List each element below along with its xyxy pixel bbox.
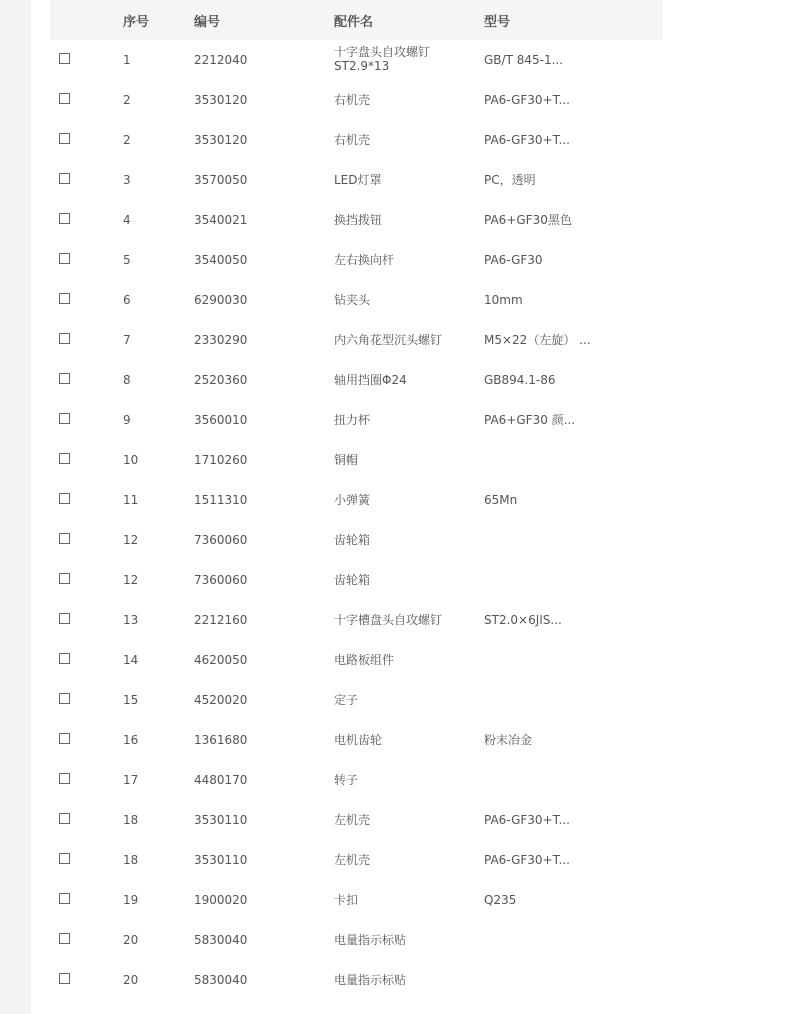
row-checkbox[interactable] — [59, 973, 70, 984]
table-row[interactable] — [50, 880, 663, 920]
cell-code: 3570050 — [194, 173, 248, 187]
cell-name: LED灯罩 — [334, 173, 382, 187]
cell-name: 右机壳 — [334, 93, 371, 107]
cell-name: 电机齿轮 — [334, 733, 383, 747]
row-checkbox[interactable] — [59, 453, 70, 464]
cell-model: PA6-GF30+T... — [484, 133, 570, 147]
table-row[interactable] — [50, 360, 663, 400]
table-row[interactable] — [50, 760, 663, 800]
cell-seq: 2 — [123, 133, 131, 147]
row-checkbox[interactable] — [59, 773, 70, 784]
table-row[interactable] — [50, 160, 663, 200]
cell-seq: 20 — [123, 973, 139, 987]
row-checkbox[interactable] — [59, 93, 70, 104]
cell-code: 7360060 — [194, 533, 248, 547]
cell-code: 2330290 — [194, 333, 248, 347]
row-checkbox[interactable] — [59, 733, 70, 744]
row-checkbox[interactable] — [59, 853, 70, 864]
table-row[interactable] — [50, 960, 663, 1000]
row-checkbox[interactable] — [59, 653, 70, 664]
table-body — [50, 40, 663, 1000]
header-seq: 序号 — [123, 15, 150, 30]
cell-seq: 10 — [123, 453, 139, 467]
cell-code: 2212160 — [194, 613, 248, 627]
table-row[interactable] — [50, 720, 663, 760]
cell-code: 3540021 — [194, 213, 248, 227]
row-checkbox[interactable] — [59, 173, 70, 184]
cell-model: PA6-GF30 — [484, 253, 543, 267]
cell-model: Q235 — [484, 893, 517, 907]
row-checkbox[interactable] — [59, 53, 70, 64]
table-row[interactable] — [50, 920, 663, 960]
parts-table — [50, 0, 663, 1000]
header-code: 编号 — [194, 15, 221, 30]
table-row[interactable] — [50, 600, 663, 640]
cell-name: 内六角花型沉头螺钉 — [334, 333, 443, 347]
cell-model: PA6+GF30黑色 — [484, 213, 572, 227]
cell-code: 4520020 — [194, 693, 248, 707]
header-model: 型号 — [484, 15, 511, 30]
row-checkbox[interactable] — [59, 373, 70, 384]
table-row[interactable] — [50, 200, 663, 240]
cell-code: 3560010 — [194, 413, 248, 427]
cell-seq: 5 — [123, 253, 131, 267]
row-checkbox[interactable] — [59, 613, 70, 624]
cell-code: 4620050 — [194, 653, 248, 667]
cell-code: 2520360 — [194, 373, 248, 387]
left-gutter — [0, 0, 31, 1014]
row-checkbox[interactable] — [59, 213, 70, 224]
cell-code: 3530120 — [194, 133, 248, 147]
cell-name: 十字盘头自攻螺钉ST2.9*13 — [334, 45, 431, 73]
cell-seq: 20 — [123, 933, 139, 947]
cell-seq: 9 — [123, 413, 131, 427]
cell-name: 左机壳 — [334, 853, 371, 867]
cell-code: 3530120 — [194, 93, 248, 107]
table-row[interactable] — [50, 240, 663, 280]
cell-name: 电量指示标贴 — [334, 933, 407, 947]
cell-seq: 8 — [123, 373, 131, 387]
cell-seq: 17 — [123, 773, 139, 787]
cell-name: 左右换向杆 — [334, 253, 395, 267]
cell-code: 2212040 — [194, 53, 248, 67]
cell-name: 齿轮箱 — [334, 573, 371, 587]
cell-code: 7360060 — [194, 573, 248, 587]
cell-name: 电量指示标贴 — [334, 973, 407, 987]
row-checkbox[interactable] — [59, 493, 70, 504]
row-checkbox[interactable] — [59, 133, 70, 144]
cell-name: 电路板组件 — [334, 653, 395, 667]
cell-seq: 4 — [123, 213, 131, 227]
cell-code: 3530110 — [194, 813, 248, 827]
cell-code: 5830040 — [194, 973, 248, 987]
row-checkbox[interactable] — [59, 573, 70, 584]
cell-name: 齿轮箱 — [334, 533, 371, 547]
cell-model: 65Mn — [484, 493, 518, 507]
cell-seq: 18 — [123, 813, 139, 827]
row-checkbox[interactable] — [59, 813, 70, 824]
table-row[interactable] — [50, 80, 663, 120]
row-checkbox[interactable] — [59, 413, 70, 424]
row-checkbox[interactable] — [59, 253, 70, 264]
cell-model: PA6-GF30+T... — [484, 93, 570, 107]
cell-seq: 3 — [123, 173, 131, 187]
cell-code: 5830040 — [194, 933, 248, 947]
cell-name: 定子 — [334, 693, 359, 707]
cell-name: 小弹簧 — [334, 493, 371, 507]
cell-name: 铜帽 — [334, 453, 359, 467]
table-row[interactable] — [50, 520, 663, 560]
cell-name: 换挡拨钮 — [334, 213, 383, 227]
cell-seq: 11 — [123, 493, 139, 507]
cell-code: 3540050 — [194, 253, 248, 267]
table-row[interactable] — [50, 40, 663, 80]
cell-code: 3530110 — [194, 853, 248, 867]
cell-code: 4480170 — [194, 773, 248, 787]
cell-name: 转子 — [334, 773, 359, 787]
cell-seq: 2 — [123, 93, 131, 107]
cell-seq: 13 — [123, 613, 139, 627]
cell-code: 1511310 — [194, 493, 248, 507]
cell-seq: 6 — [123, 293, 131, 307]
cell-seq: 14 — [123, 653, 139, 667]
cell-name: 扭力杯 — [334, 413, 371, 427]
cell-name: 轴用挡圈Φ24 — [334, 373, 407, 387]
cell-seq: 16 — [123, 733, 139, 747]
cell-model: ST2.0×6JIS... — [484, 613, 562, 627]
cell-name: 右机壳 — [334, 133, 371, 147]
table-row[interactable] — [50, 840, 663, 880]
cell-model: 10mm — [484, 293, 523, 307]
table-row[interactable] — [50, 280, 663, 320]
cell-seq: 19 — [123, 893, 139, 907]
row-checkbox[interactable] — [59, 893, 70, 904]
table-header — [50, 0, 663, 40]
cell-code: 1710260 — [194, 453, 248, 467]
cell-seq: 15 — [123, 693, 139, 707]
row-checkbox[interactable] — [59, 533, 70, 544]
cell-seq: 12 — [123, 573, 139, 587]
row-checkbox[interactable] — [59, 293, 70, 304]
cell-model: M5×22（左旋） ... — [484, 333, 591, 347]
table-row[interactable] — [50, 120, 663, 160]
cell-seq: 12 — [123, 533, 139, 547]
cell-name: 钻夹头 — [334, 293, 371, 307]
table-row[interactable] — [50, 480, 663, 520]
cell-seq: 18 — [123, 853, 139, 867]
cell-code: 1361680 — [194, 733, 248, 747]
cell-model: PA6-GF30+T... — [484, 813, 570, 827]
table-row[interactable] — [50, 800, 663, 840]
row-checkbox[interactable] — [59, 693, 70, 704]
cell-model: GB894.1-86 — [484, 373, 556, 387]
cell-seq: 1 — [123, 53, 131, 67]
cell-model: GB/T 845-1... — [484, 53, 564, 67]
table-row[interactable] — [50, 680, 663, 720]
cell-model: PA6+GF30 颜... — [484, 413, 576, 427]
cell-model: 粉末冶金 — [484, 733, 533, 747]
cell-name: 左机壳 — [334, 813, 371, 827]
table-row[interactable] — [50, 320, 663, 360]
cell-code: 6290030 — [194, 293, 248, 307]
row-checkbox[interactable] — [59, 933, 70, 944]
table-row[interactable] — [50, 440, 663, 480]
table-row[interactable] — [50, 560, 663, 600]
table-row[interactable] — [50, 400, 663, 440]
row-checkbox[interactable] — [59, 333, 70, 344]
cell-model: PA6-GF30+T... — [484, 853, 570, 867]
cell-model: PC，透明 — [484, 173, 536, 187]
header-name: 配件名 — [334, 15, 374, 30]
cell-code: 1900020 — [194, 893, 248, 907]
cell-name: 卡扣 — [334, 893, 359, 907]
cell-name: 十字槽盘头自攻螺钉 — [334, 613, 443, 627]
cell-seq: 7 — [123, 333, 131, 347]
table-row[interactable] — [50, 640, 663, 680]
